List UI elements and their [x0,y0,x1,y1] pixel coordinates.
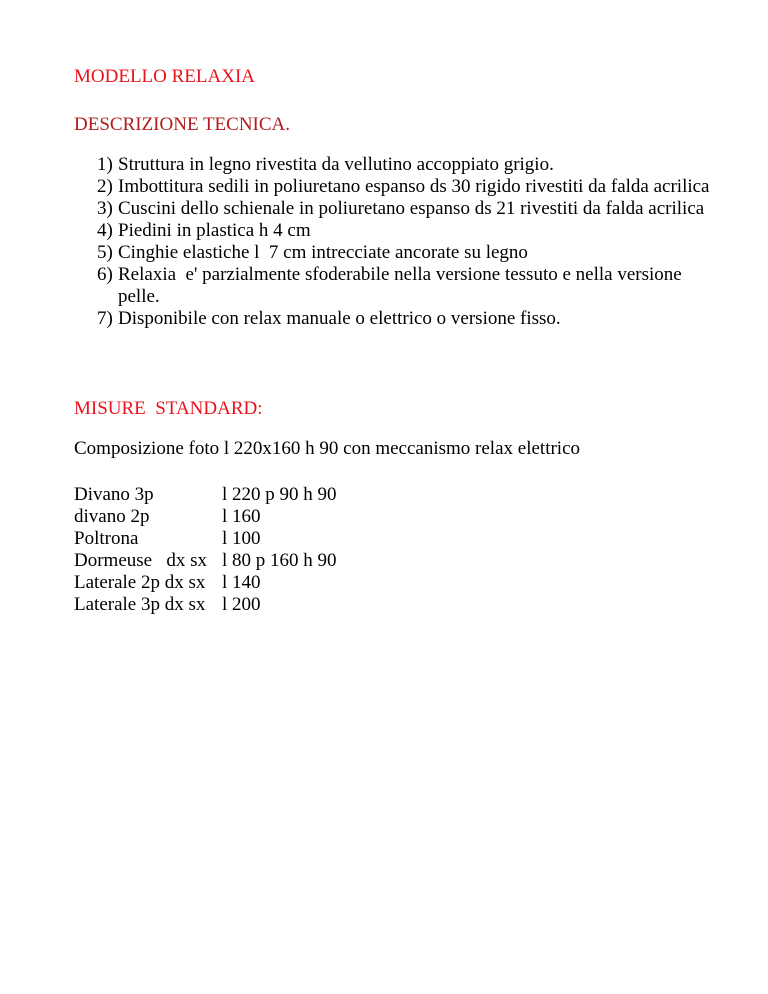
table-row [74,506,434,528]
table-row [74,550,434,572]
list-item-number: 3) [97,198,113,219]
list-item-number: 7) [97,308,113,329]
list-item-text: Piedini in plastica h 4 cm [118,220,311,241]
list-item-text: Struttura in legno rivestita da vellutino accoppiato grigio. [118,154,554,175]
measure-value: l 160 [222,506,261,527]
measure-value: l 140 [222,572,261,593]
list-item [74,154,714,176]
list-item [74,198,714,220]
table-row [74,528,434,550]
measure-value: l 80 p 160 h 90 [222,550,337,571]
measure-value: l 220 p 90 h 90 [222,484,337,505]
table-row [74,594,434,616]
list-item-number: 4) [97,220,113,241]
list-item-number: 5) [97,242,113,263]
list-item-number: 2) [97,176,113,197]
table-row [74,484,434,506]
list-item [74,308,714,330]
list-item-text: Cinghie elastiche l 7 cm intrecciate ancorate su legno [118,242,528,263]
standard-measures-heading: MISURE STANDARD: [74,398,263,419]
measure-label: Laterale 2p dx sx [74,572,206,593]
measure-value: l 100 [222,528,261,549]
list-item-text: Disponibile con relax manuale o elettrico o versione fisso. [118,308,561,329]
measures-table [74,484,434,616]
measure-label: Poltrona [74,528,139,549]
measure-label: Dormeuse dx sx [74,550,207,571]
list-item [74,220,714,242]
measure-label: Laterale 3p dx sx [74,594,206,615]
list-item-text: Relaxia e' parzialmente sfoderabile nella versione tessuto e nella versione pelle. [118,264,687,307]
list-item [74,176,714,198]
table-row [74,572,434,594]
measure-label: Divano 3p [74,484,154,505]
document-title: MODELLO RELAXIA [74,66,256,87]
measure-label: divano 2p [74,506,150,527]
list-item [74,264,714,308]
list-item-number: 6) [97,264,113,285]
technical-description-heading: DESCRIZIONE TECNICA. [74,114,291,135]
composition-line: Composizione foto l 220x160 h 90 con meccanismo relax elettrico [74,438,581,459]
list-item-text: Imbottitura sedili in poliuretano espanso ds 30 rigido rivestiti da falda acrilica [118,176,710,197]
technical-list [74,154,714,330]
list-item [74,242,714,264]
list-item-number: 1) [97,154,113,175]
measure-value: l 200 [222,594,261,615]
list-item-text: Cuscini dello schienale in poliuretano espanso ds 21 rivestiti da falda acrilica [118,198,705,219]
